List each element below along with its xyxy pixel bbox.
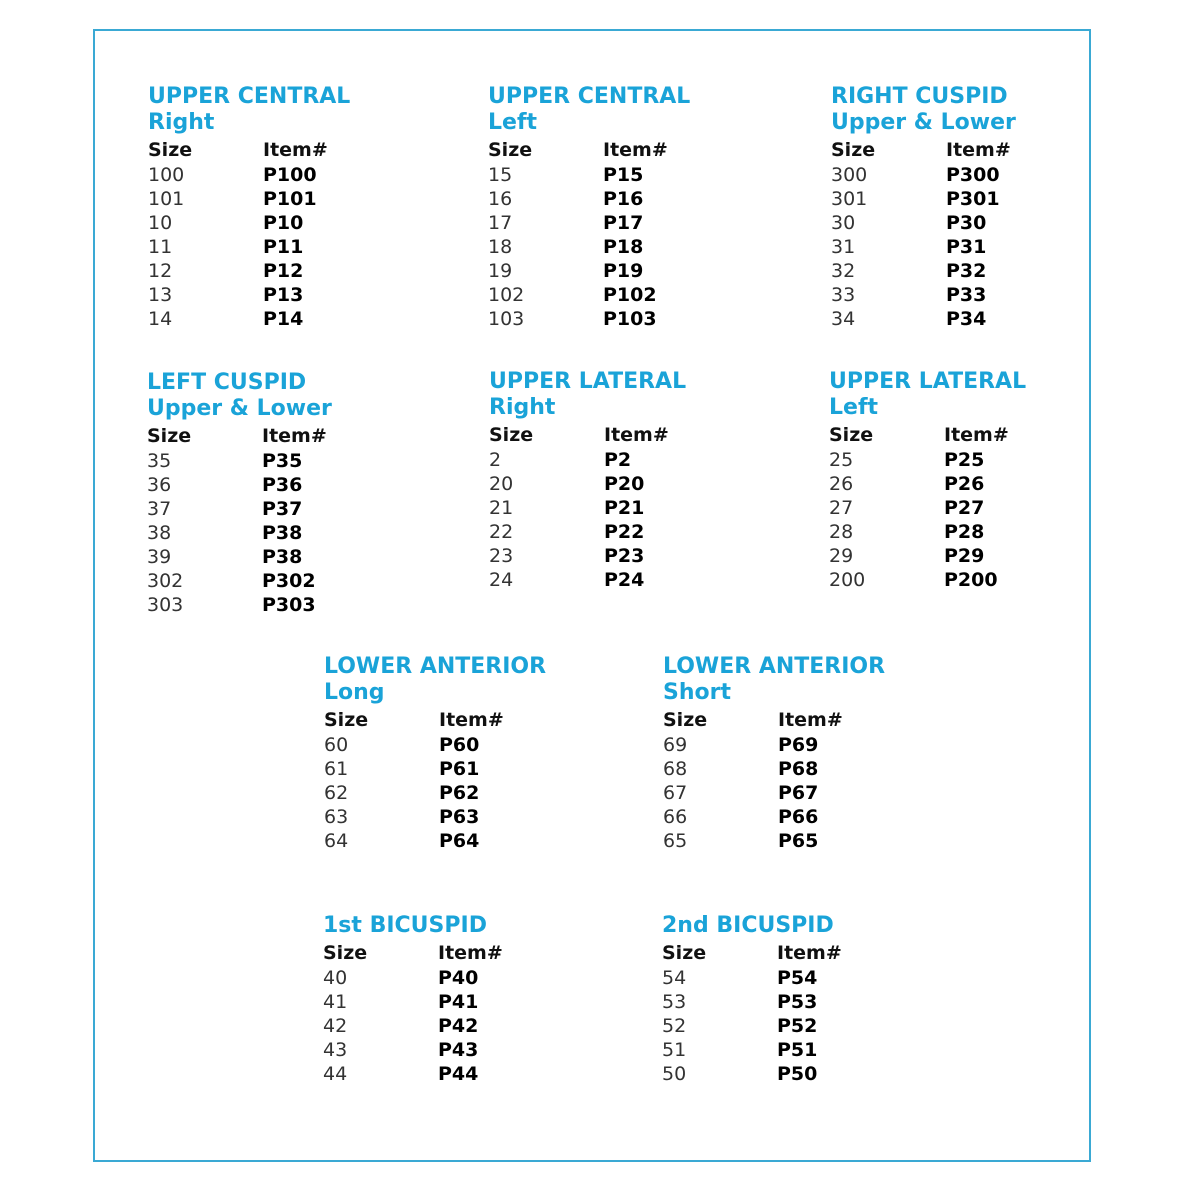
item-number: P16 [603,188,644,210]
item-number: P17 [603,212,644,234]
item-number: P64 [439,830,480,852]
group-title: UPPER LATERAL [829,369,1027,394]
size-value: 67 [663,782,688,804]
size-value: 50 [662,1063,687,1085]
table-row [489,448,749,472]
size-value: 17 [488,212,513,234]
table-row [324,829,584,853]
size-value: 25 [829,449,854,471]
item-number: P102 [603,284,657,306]
table-row [663,805,923,829]
table-row [147,593,407,617]
size-header: Size [147,425,192,447]
size-value: 10 [148,212,173,234]
group-title: 1st BICUSPID [323,913,487,938]
group-subtitle: Upper & Lower [831,110,1016,135]
table-row [662,1014,922,1038]
product-group [662,913,922,1086]
group-title: UPPER LATERAL [489,369,687,394]
table-row [829,472,1089,496]
item-number: P37 [262,498,303,520]
table-row [663,757,923,781]
table-row [148,235,408,259]
size-header: Size [663,709,708,731]
table-row [324,757,584,781]
table-row [489,568,749,592]
table-row [148,187,408,211]
table-row [488,211,748,235]
table-row [147,497,407,521]
item-header: Item# [262,425,327,447]
group-subtitle: Long [324,680,385,705]
item-number: P68 [778,758,819,780]
table-row [831,259,1091,283]
size-value: 303 [147,594,184,616]
product-group [148,84,408,331]
item-number: P29 [944,545,985,567]
table-row [831,283,1091,307]
table-row [324,733,584,757]
size-value: 35 [147,450,172,472]
item-number: P44 [438,1063,479,1085]
item-number: P36 [262,474,303,496]
item-number: P35 [262,450,303,472]
product-group [323,913,583,1086]
item-number: P19 [603,260,644,282]
table-row [829,568,1089,592]
size-value: 62 [324,782,349,804]
item-number: P15 [603,164,644,186]
column-header [831,138,1091,163]
size-value: 51 [662,1039,687,1061]
size-value: 16 [488,188,513,210]
column-header [324,708,584,733]
item-number: P13 [263,284,304,306]
table-row [148,211,408,235]
item-number: P63 [439,806,480,828]
table-row [489,544,749,568]
item-header: Item# [777,942,842,964]
item-number: P38 [262,522,303,544]
table-row [663,781,923,805]
item-number: P100 [263,164,317,186]
group-subtitle: Short [663,680,731,705]
group-title: LEFT CUSPID [147,370,307,395]
table-row [831,211,1091,235]
product-group [488,84,748,331]
table-row [488,187,748,211]
group-title: UPPER CENTRAL [488,84,691,109]
group-title: RIGHT CUSPID [831,84,1008,109]
size-value: 42 [323,1015,348,1037]
group-subtitle: Upper & Lower [147,396,332,421]
table-row [147,569,407,593]
table-row [489,496,749,520]
group-title: UPPER CENTRAL [148,84,351,109]
size-value: 21 [489,497,514,519]
item-number: P10 [263,212,304,234]
table-row [147,545,407,569]
size-header: Size [829,424,874,446]
product-group [663,654,923,853]
item-number: P23 [604,545,645,567]
size-value: 31 [831,236,856,258]
size-header: Size [323,942,368,964]
item-number: P51 [777,1039,818,1061]
item-number: P43 [438,1039,479,1061]
size-value: 61 [324,758,349,780]
size-value: 38 [147,522,172,544]
size-value: 103 [488,308,525,330]
item-header: Item# [946,139,1011,161]
item-number: P302 [262,570,316,592]
size-value: 302 [147,570,184,592]
size-value: 14 [148,308,173,330]
item-number: P53 [777,991,818,1013]
item-number: P38 [262,546,303,568]
column-header [323,941,583,966]
item-number: P300 [946,164,1000,186]
size-header: Size [324,709,369,731]
table-row [489,520,749,544]
group-subtitle: Left [829,395,879,420]
size-value: 40 [323,967,348,989]
size-value: 12 [148,260,173,282]
size-value: 52 [662,1015,687,1037]
table-row [662,1038,922,1062]
size-header: Size [488,139,533,161]
item-header: Item# [438,942,503,964]
item-header: Item# [603,139,668,161]
item-number: P12 [263,260,304,282]
table-row [831,163,1091,187]
item-number: P52 [777,1015,818,1037]
table-row [663,733,923,757]
size-value: 301 [831,188,868,210]
size-value: 15 [488,164,513,186]
size-value: 11 [148,236,173,258]
size-value: 24 [489,569,514,591]
item-number: P18 [603,236,644,258]
size-value: 32 [831,260,856,282]
item-number: P24 [604,569,645,591]
size-value: 63 [324,806,349,828]
size-value: 66 [663,806,688,828]
table-row [488,163,748,187]
size-value: 200 [829,569,866,591]
size-value: 101 [148,188,185,210]
item-number: P42 [438,1015,479,1037]
size-value: 102 [488,284,525,306]
item-number: P2 [604,449,632,471]
table-row [323,1014,583,1038]
product-group [489,369,749,592]
item-number: P67 [778,782,819,804]
size-value: 29 [829,545,854,567]
product-group [829,369,1089,592]
table-row [829,496,1089,520]
size-header: Size [831,139,876,161]
size-value: 33 [831,284,856,306]
group-title: LOWER ANTERIOR [663,654,886,679]
item-number: P101 [263,188,317,210]
table-row [663,829,923,853]
table-row [489,472,749,496]
table-row [148,163,408,187]
size-value: 27 [829,497,854,519]
size-value: 39 [147,546,172,568]
table-row [662,966,922,990]
column-header [663,708,923,733]
size-value: 53 [662,991,687,1013]
item-number: P26 [944,473,985,495]
size-value: 2 [489,449,502,471]
table-row [148,283,408,307]
column-header [147,424,407,449]
size-value: 65 [663,830,688,852]
item-number: P40 [438,967,479,989]
column-header [489,423,749,448]
column-header [148,138,408,163]
table-row [323,1038,583,1062]
size-value: 44 [323,1063,348,1085]
table-row [147,473,407,497]
item-number: P33 [946,284,987,306]
size-value: 34 [831,308,856,330]
table-row [488,235,748,259]
item-number: P31 [946,236,987,258]
item-number: P28 [944,521,985,543]
item-number: P30 [946,212,987,234]
size-header: Size [662,942,707,964]
size-value: 54 [662,967,687,989]
size-value: 69 [663,734,688,756]
item-header: Item# [439,709,504,731]
item-number: P60 [439,734,480,756]
item-number: P66 [778,806,819,828]
size-value: 68 [663,758,688,780]
size-value: 100 [148,164,185,186]
table-row [488,307,748,331]
item-number: P27 [944,497,985,519]
column-header [829,423,1089,448]
item-number: P21 [604,497,645,519]
table-row [147,521,407,545]
size-value: 300 [831,164,868,186]
size-value: 13 [148,284,173,306]
size-value: 20 [489,473,514,495]
item-header: Item# [944,424,1009,446]
size-value: 37 [147,498,172,520]
table-row [831,307,1091,331]
size-value: 28 [829,521,854,543]
size-value: 64 [324,830,349,852]
size-value: 30 [831,212,856,234]
item-number: P14 [263,308,304,330]
group-title: LOWER ANTERIOR [324,654,547,679]
table-row [829,544,1089,568]
item-number: P69 [778,734,819,756]
group-title: 2nd BICUSPID [662,913,834,938]
item-header: Item# [778,709,843,731]
table-row [831,235,1091,259]
group-subtitle: Left [488,110,538,135]
item-number: P200 [944,569,998,591]
table-row [323,990,583,1014]
table-row [488,259,748,283]
item-number: P11 [263,236,304,258]
item-header: Item# [263,139,328,161]
item-number: P54 [777,967,818,989]
size-value: 19 [488,260,513,282]
size-value: 41 [323,991,348,1013]
table-row [831,187,1091,211]
item-header: Item# [604,424,669,446]
size-value: 18 [488,236,513,258]
item-number: P103 [603,308,657,330]
product-group [324,654,584,853]
group-subtitle: Right [489,395,556,420]
item-number: P65 [778,830,819,852]
size-value: 22 [489,521,514,543]
table-row [148,307,408,331]
item-number: P61 [439,758,480,780]
table-row [829,448,1089,472]
size-header: Size [489,424,534,446]
table-row [323,966,583,990]
table-row [324,805,584,829]
table-row [662,990,922,1014]
column-header [488,138,748,163]
item-number: P22 [604,521,645,543]
table-row [324,781,584,805]
table-row [148,259,408,283]
column-header [662,941,922,966]
size-value: 23 [489,545,514,567]
item-number: P32 [946,260,987,282]
item-number: P62 [439,782,480,804]
table-row [829,520,1089,544]
size-header: Size [148,139,193,161]
table-row [147,449,407,473]
table-row [662,1062,922,1086]
product-group [831,84,1091,331]
item-number: P303 [262,594,316,616]
size-value: 26 [829,473,854,495]
item-number: P25 [944,449,985,471]
item-number: P50 [777,1063,818,1085]
table-row [323,1062,583,1086]
item-number: P41 [438,991,479,1013]
size-value: 43 [323,1039,348,1061]
table-row [488,283,748,307]
item-number: P20 [604,473,645,495]
size-value: 60 [324,734,349,756]
group-subtitle: Right [148,110,215,135]
item-number: P301 [946,188,1000,210]
product-group [147,370,407,617]
item-number: P34 [946,308,987,330]
size-value: 36 [147,474,172,496]
